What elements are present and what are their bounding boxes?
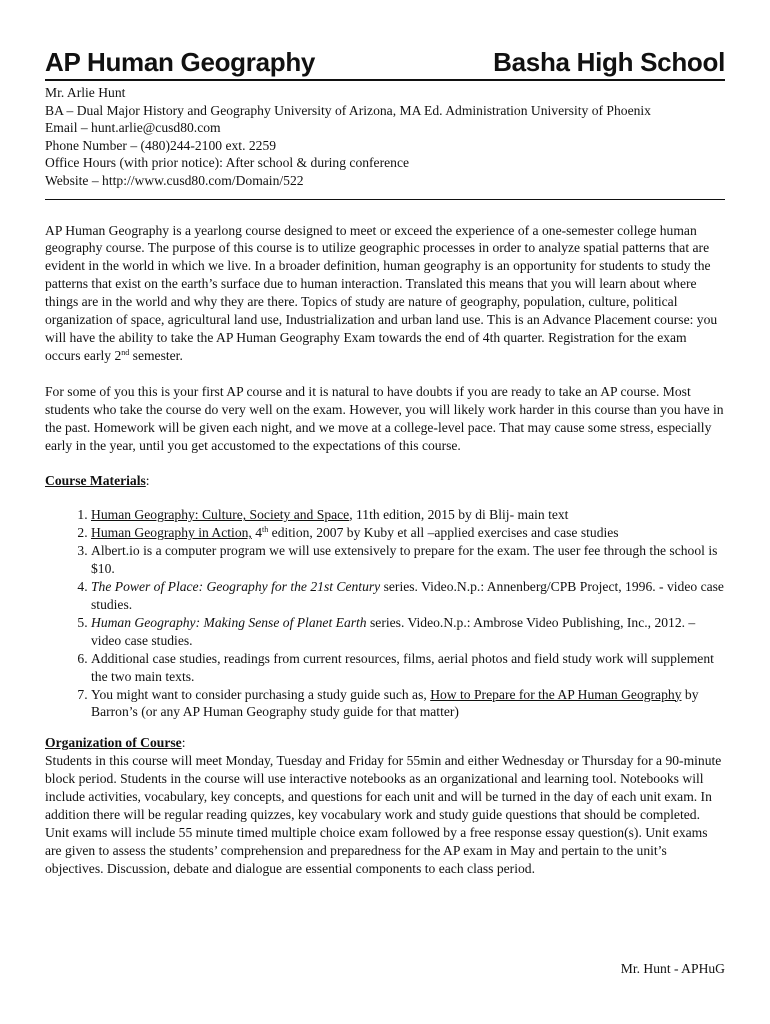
school-name: Basha High School — [493, 47, 725, 77]
item2-sup: th — [262, 525, 269, 535]
document-page — [45, 46, 725, 878]
list-item — [91, 524, 725, 542]
course-materials-title: Course Materials — [45, 473, 146, 489]
list-item: 3. Albert.io is a computer program we will use extensively to prepare for the exam. The user fee through the school is $10. — [91, 542, 725, 578]
instructor-email: Email – hunt.arlie@cusd80.com — [45, 120, 221, 136]
instructor-website: Website – http://www.cusd80.com/Domain/522 — [45, 172, 304, 188]
divider — [45, 199, 725, 200]
item5-rest: series. Video.N.p.: Ambrose Video Publishing, Inc., 2012. –video case studies. — [91, 614, 696, 648]
course-materials-heading — [45, 472, 725, 490]
organization-title: Organization of Course — [45, 735, 182, 751]
intro-paragraph-1-end: semester. — [129, 347, 183, 363]
instructor-info — [45, 84, 725, 190]
list-item: 6. Additional case studies, readings from current resources, films, aerial photos and field study work will supplement the two main texts. — [91, 650, 725, 686]
item2-pre: 4 — [251, 525, 263, 541]
item7-title: How to Prepare for the AP Human Geography — [430, 686, 682, 702]
item1-rest: , 11th edition, 2015 by di Blij- main text — [349, 507, 569, 523]
intro-paragraph-2: For some of you this is your first AP course and it is natural to have doubts if you are ready to take an AP course. Most students who take the course do very well on the exam. However, you will likely work harder in this course than you have in the past. Homework will be given each night, and we move at a college-level pace. That may cause some stress, especially early in the year, until you get accustomed to the expectations of this course. — [45, 383, 724, 453]
instructor-degrees: BA – Dual Major History and Geography University of Arizona, MA Ed. Administration University of Phoenix — [45, 102, 651, 118]
intro-paragraph-1-sup: nd — [121, 347, 130, 357]
list-item — [91, 686, 725, 722]
intro-paragraph-1 — [45, 222, 725, 365]
organization-colon: : — [181, 735, 186, 751]
organization-paragraph: Students in this course will meet Monday, Tuesday and Friday for 55min and either Wednesday or Thursday for a 90-minute block period. Students in the course will use interactive notebooks as an organizational and learning tool. Notebooks will include activities, vocabulary, key concepts, and questions for each unit and will be turned in the day of each unit exam. In addition there will be regular reading quizzes, key vocabulary work and study guide questions that should be completed. Unit exams will include 55 minute timed multiple choice exam followed by a free response essay question(s). Unit exams are given to assess the students’ comprehension and preparedness for the AP exam in May and pertain to the unit’s objectives. Discussion, debate and dialogue are essential components to each class period. — [45, 753, 722, 876]
instructor-phone: Phone Number – (480)244-2100 ext. 2259 — [45, 137, 277, 153]
item4-title: The Power of Place: Geography for the 21st Century — [91, 579, 381, 595]
list-item — [91, 614, 725, 650]
list-item — [91, 578, 725, 614]
item7-rest: by Barron’s (or any AP Human Geography study guide for that matter) — [91, 686, 699, 720]
course-materials-colon: : — [145, 473, 150, 489]
instructor-name: Mr. Arlie Hunt — [45, 85, 126, 100]
item4-rest: series. Video.N.p.: Annenberg/CPB Project, 1996. - video case studies. — [91, 579, 724, 612]
office-hours: Office Hours (with prior notice): After school & during conference — [45, 155, 410, 171]
item2-title: Human Geography in Action, — [91, 525, 252, 541]
document-header — [45, 46, 725, 81]
item1-title: Human Geography: Culture, Society and Space — [91, 507, 350, 523]
item7-pre: You might want to consider purchasing a study guide such as, — [91, 686, 431, 702]
materials-list — [45, 506, 725, 721]
intro-paragraph-1-main: AP Human Geography is a yearlong course designed to meet or exceed the experience of a one-semester college human geography course. The purpose of this course is to utilize geographic processes in order to analyze spatial patterns that are evident in the world in which we live. In a broader definition, human geography is an opportunity for students to study the patterns that exist on the earth’s surface due to human interaction. Translated this means that you will learn about where things are in the world and why they are there. Topics of study are nature of geography, population, culture, political organization of space, agricultural land use, Industrialization and urban land use. This is an Advance Placement course: you will have the ability to take the AP Human Geography Exam towards the end of 4th quarter. Registration for the exam occurs early 2 — [45, 222, 718, 363]
course-title: AP Human Geography — [45, 47, 316, 77]
organization-heading — [45, 734, 725, 752]
item2-rest: edition, 2007 by Kuby et all –applied exercises and case studies — [268, 525, 619, 541]
page-footer: Mr. Hunt - APHuG — [620, 961, 725, 976]
list-item — [91, 506, 725, 524]
item5-title: Human Geography: Making Sense of Planet Earth — [91, 614, 367, 630]
